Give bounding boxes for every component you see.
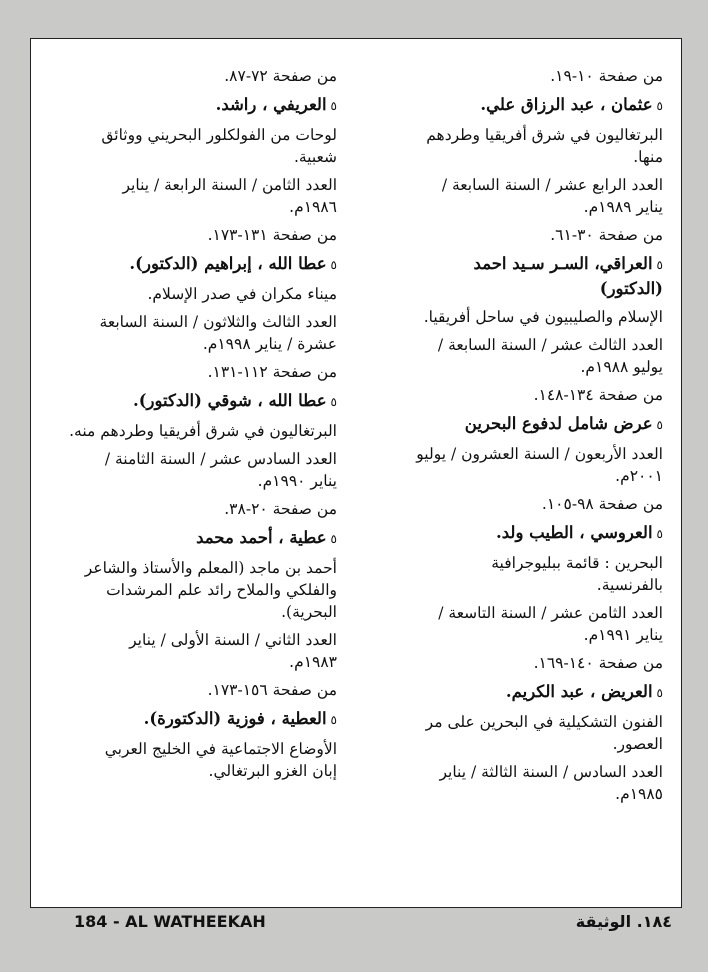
bibliography-entry — [47, 65, 337, 87]
bibliography-entry — [47, 93, 337, 246]
bullet-icon: ٥ — [330, 258, 337, 272]
entry-author-name: عطا الله ، شوقي (الدكتور). — [132, 391, 327, 410]
bullet-icon: ٥ — [330, 395, 337, 409]
bibliography-entry — [373, 65, 663, 87]
entry-issue — [373, 443, 663, 487]
entry-issue-line: ١٩٨٣م. — [289, 653, 337, 671]
entry-author-line: (الدكتور) — [599, 279, 663, 298]
entry-issue-line: ١٩٨٦م. — [289, 198, 337, 216]
bullet-icon: ٥ — [656, 99, 663, 113]
entry-author-name: عطية ، أحمد محمد — [196, 528, 327, 547]
entry-title-line: البحرية). — [281, 603, 337, 621]
entry-page-ref: من صفحة ٧٢-٨٧. — [224, 67, 337, 85]
entry-author-name: عرض شامل لدفوع البحرين — [464, 414, 653, 433]
bibliography-entry — [373, 521, 663, 674]
entry-title — [373, 711, 663, 755]
entry-issue-line: العدد السادس عشر / السنة الثامنة / — [104, 450, 337, 468]
entry-issue-line: العدد الثامن / السنة الرابعة / يناير — [122, 176, 337, 194]
entry-issue-line: العدد السادس / السنة الثالثة / يناير — [439, 763, 663, 781]
entry-issue-line: العدد الثالث عشر / السنة السابعة / — [437, 336, 663, 354]
entry-issue — [47, 174, 337, 218]
entry-issue-line: يناير ١٩٩٠م. — [257, 472, 337, 490]
entry-title — [47, 738, 337, 782]
entry-issue — [373, 174, 663, 218]
bullet-icon: ٥ — [656, 527, 663, 541]
entry-title — [47, 124, 337, 168]
bibliography-entry — [47, 389, 337, 520]
entry-page-ref: من صفحة ١٣٤-١٤٨. — [533, 386, 663, 404]
footer-arabic: ١٨٤. الوثيقة — [575, 912, 672, 931]
entry-title-line: الأوضاع الاجتماعية في الخليج العربي — [104, 740, 337, 758]
entry-page-ref: من صفحة ٢٠-٣٨. — [224, 500, 337, 518]
bullet-icon: ٥ — [330, 532, 337, 546]
bullet-icon: ٥ — [656, 258, 663, 272]
entry-title-line: أحمد بن ماجد (المعلم والأستاذ والشاعر — [84, 559, 337, 577]
entry-title-line: العصور. — [612, 735, 663, 753]
entry-issue-line: العدد الثالث والثلاثون / السنة السابعة — [99, 313, 337, 331]
entry-author — [373, 93, 663, 118]
right-column — [373, 65, 663, 811]
entry-title-line: البحرين : قائمة ببليوجرافية — [491, 554, 663, 572]
entry-issue-line: ٢٠٠١م. — [615, 467, 663, 485]
entry-issue-line: يناير ١٩٨٩م. — [583, 198, 663, 216]
entry-title-line: بالفرنسية. — [596, 576, 663, 594]
bibliography-entry — [47, 707, 337, 782]
bibliography-entry — [47, 526, 337, 701]
entry-page-ref: من صفحة ١١٢-١٣١. — [207, 363, 337, 381]
entry-author-name: العريض ، عبد الكريم. — [505, 682, 653, 701]
entry-issue-line: عشرة / يناير ١٩٩٨م. — [202, 335, 337, 353]
entry-author — [47, 389, 337, 414]
entry-author-name: عطا الله ، إبراهيم (الدكتور). — [129, 254, 327, 273]
bullet-icon: ٥ — [330, 713, 337, 727]
entry-title — [47, 283, 337, 305]
entry-page-ref: من صفحة ١٥٦-١٧٣. — [207, 681, 337, 699]
entry-author-name: عثمان ، عبد الرزاق علي. — [480, 95, 653, 114]
entry-title-line: البرتغاليون في شرق أفريقيا وطردهم — [426, 126, 663, 144]
entry-page-ref: من صفحة ٣٠-٦١. — [550, 226, 663, 244]
bibliography-entry — [373, 412, 663, 515]
entry-author — [47, 526, 337, 551]
entry-author-name: العروسي ، الطيب ولد. — [496, 523, 653, 542]
entry-page-ref: من صفحة ١٠-١٩. — [550, 67, 663, 85]
entry-issue — [47, 629, 337, 673]
entry-title-line: ميناء مكران في صدر الإسلام. — [147, 285, 337, 303]
entry-title-line: البرتغاليون في شرق أفريقيا وطردهم منه. — [69, 422, 337, 440]
entry-author-name: العطية ، فوزية (الدكتورة). — [143, 709, 327, 728]
entry-author-line: العراقي، السـر سـيد احمد — [473, 254, 653, 273]
entry-issue-line: يوليو ١٩٨٨م. — [580, 358, 663, 376]
entry-page-ref: من صفحة ١٣١-١٧٣. — [207, 226, 337, 244]
bullet-icon: ٥ — [330, 99, 337, 113]
entry-issue — [47, 448, 337, 492]
entry-author — [373, 680, 663, 705]
entry-issue-line: العدد الأربعون / السنة العشرون / يوليو — [416, 445, 663, 463]
entry-author — [47, 707, 337, 732]
bibliography-entry — [373, 93, 663, 246]
entry-title — [47, 557, 337, 623]
bibliography-entry — [47, 252, 337, 383]
entry-author — [373, 252, 663, 300]
page-frame — [30, 38, 682, 908]
entry-author-name: العريفي ، راشد. — [215, 95, 327, 114]
entry-title-line: لوحات من الفولكلور البحريني ووثائق — [101, 126, 337, 144]
entry-page-ref: من صفحة ١٤٠-١٦٩. — [533, 654, 663, 672]
entry-issue-line: يناير ١٩٩١م. — [583, 626, 663, 644]
entry-title-line: شعبية. — [293, 148, 337, 166]
bullet-icon: ٥ — [656, 686, 663, 700]
entry-author — [373, 412, 663, 437]
bullet-icon: ٥ — [656, 418, 663, 432]
entry-issue — [47, 311, 337, 355]
entry-title — [373, 306, 663, 328]
entry-issue-line: العدد الرابع عشر / السنة السابعة / — [441, 176, 663, 194]
entry-issue-line: ١٩٨٥م. — [615, 785, 663, 803]
entry-title — [47, 420, 337, 442]
entry-title-line: الإسلام والصليبيون في ساحل أفريقيا. — [423, 308, 663, 326]
bibliography-entry — [373, 252, 663, 406]
entry-author — [47, 252, 337, 277]
entry-title-line: إبان الغزو البرتغالي. — [208, 762, 337, 780]
entry-title-line: والفلكي والملاح رائد علم المرشدات — [106, 581, 337, 599]
entry-issue — [373, 334, 663, 378]
footer-english: 184 - AL WATHEEKAH — [74, 912, 266, 931]
entry-title-line: الفنون التشكيلية في البحرين على مر — [425, 713, 663, 731]
left-column — [47, 65, 337, 788]
entry-issue — [373, 761, 663, 805]
entry-issue-line: العدد الثامن عشر / السنة التاسعة / — [438, 604, 663, 622]
entry-title — [373, 124, 663, 168]
entry-author — [373, 521, 663, 546]
entry-issue-line: العدد الثاني / السنة الأولى / يناير — [129, 631, 337, 649]
bibliography-entry — [373, 680, 663, 805]
entry-issue — [373, 602, 663, 646]
entry-author — [47, 93, 337, 118]
entry-title-line: منها. — [633, 148, 663, 166]
entry-title — [373, 552, 663, 596]
entry-page-ref: من صفحة ٩٨-١٠٥. — [541, 495, 663, 513]
